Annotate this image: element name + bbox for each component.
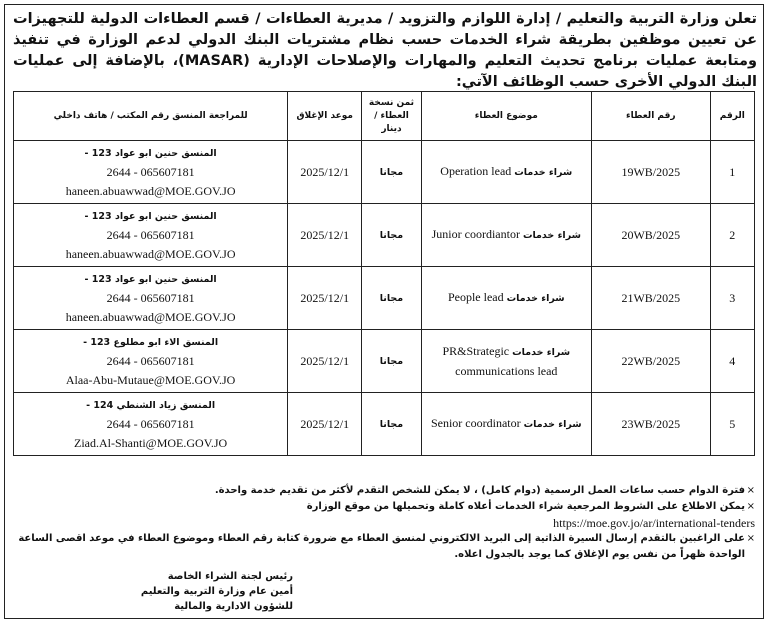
row-closing: 2025/12/1 bbox=[288, 204, 362, 267]
contact-email[interactable]: haneen.abuawwad@MOE.GOV.JO bbox=[65, 309, 236, 324]
header-index: الرقم bbox=[710, 92, 754, 141]
table-row bbox=[14, 393, 755, 456]
row-index: 2 bbox=[710, 204, 754, 267]
row-subject bbox=[421, 393, 591, 456]
row-tender-no: 21WB/2025 bbox=[592, 267, 711, 330]
contact-phone: 065607181 - 2644 bbox=[106, 164, 195, 179]
subject-ar: شراء خدمات bbox=[512, 347, 571, 358]
note-working-hours: × فترة الدوام حسب ساعات العمل الرسمية (دوام كامل) ، لا يمكن للشخص التقدم لأكثر من تقديم خدمة واحدة. bbox=[13, 483, 755, 499]
header-price: ثمن نسخة العطاء / دينار bbox=[362, 92, 421, 141]
signature-line-2: أمين عام وزارة التربية والتعليم bbox=[140, 586, 293, 597]
contact-email[interactable]: haneen.abuawwad@MOE.GOV.JO bbox=[65, 183, 236, 198]
row-tender-no: 23WB/2025 bbox=[592, 393, 711, 456]
ministry-url-link[interactable]: https://moe.gov.jo/ar/international-tenders bbox=[553, 516, 755, 530]
contact-phone: 065607181 - 2644 bbox=[106, 416, 195, 431]
header-subject: موضوع العطاء bbox=[421, 92, 591, 141]
tenders-table bbox=[13, 91, 755, 456]
row-tender-no: 20WB/2025 bbox=[592, 204, 711, 267]
table-header-row bbox=[14, 92, 755, 141]
contact-name: المنسق حنين ابو عواد 123 - bbox=[84, 147, 217, 159]
row-index: 4 bbox=[710, 330, 754, 393]
row-subject bbox=[421, 141, 591, 204]
row-subject bbox=[421, 267, 591, 330]
subject-en: Senior coordinator bbox=[430, 416, 521, 430]
contact-name: المنسق زياد الشنطي 124 - bbox=[86, 399, 216, 411]
row-price: مجانا bbox=[362, 204, 421, 267]
subject-ar: شراء خدمات bbox=[514, 167, 573, 178]
subject-ar: شراء خدمات bbox=[522, 230, 581, 241]
row-index: 3 bbox=[710, 267, 754, 330]
row-closing: 2025/12/1 bbox=[288, 267, 362, 330]
signature-line-1: رئيس لجنة الشراء الخاصة bbox=[167, 571, 293, 582]
header-closing: موعد الإغلاق bbox=[288, 92, 362, 141]
tender-announcement bbox=[4, 4, 764, 619]
subject-en: Operation lead bbox=[440, 164, 512, 178]
table-row bbox=[14, 204, 755, 267]
header-tender-no: رقم العطاء bbox=[592, 92, 711, 141]
row-subject bbox=[421, 204, 591, 267]
row-price: مجانا bbox=[362, 267, 421, 330]
row-price: مجانا bbox=[362, 141, 421, 204]
subject-en: People lead bbox=[447, 290, 504, 304]
row-contact bbox=[14, 204, 288, 267]
row-price: مجانا bbox=[362, 393, 421, 456]
note-application: × على الراغبين بالتقدم إرسال السيرة الذاتية إلى البريد الالكتروني لمنسق العطاء مع ضرورة كتابة رقم العطاء وموضوع العطاء في موعد اقصى الساعة الواحدة ظهراً من نفس يوم الإغلاق كما يوجد بالجدول اعلاه. bbox=[13, 531, 755, 563]
contact-email[interactable]: Ziad.Al-Shanti@MOE.GOV.JO bbox=[74, 435, 228, 450]
contact-phone: 065607181 - 2644 bbox=[106, 227, 195, 242]
contact-email[interactable]: haneen.abuawwad@MOE.GOV.JO bbox=[65, 246, 236, 261]
subject-ar: شراء خدمات bbox=[506, 293, 565, 304]
row-index: 1 bbox=[710, 141, 754, 204]
subject-en-line2: communications lead bbox=[455, 364, 558, 378]
table-row bbox=[14, 141, 755, 204]
signature-block bbox=[13, 569, 293, 614]
row-price: مجانا bbox=[362, 330, 421, 393]
row-contact bbox=[14, 330, 288, 393]
notes-section bbox=[13, 483, 755, 563]
signature-line-3: للشؤون الادارية والمالية bbox=[174, 601, 293, 612]
contact-email[interactable]: Alaa-Abu-Mutaue@MOE.GOV.JO bbox=[65, 372, 236, 387]
row-closing: 2025/12/1 bbox=[288, 330, 362, 393]
table-row bbox=[14, 330, 755, 393]
row-contact bbox=[14, 393, 288, 456]
contact-name: المنسق حنين ابو عواد 123 - bbox=[84, 210, 217, 222]
row-contact bbox=[14, 141, 288, 204]
row-closing: 2025/12/1 bbox=[288, 393, 362, 456]
row-subject bbox=[421, 330, 591, 393]
contact-name: المنسق حنين ابو عواد 123 - bbox=[84, 273, 217, 285]
row-tender-no: 19WB/2025 bbox=[592, 141, 711, 204]
contact-phone: 065607181 - 2644 bbox=[106, 290, 195, 305]
header-contact: للمراجعة المنسق رقم المكتب / هاتف داخلي bbox=[14, 92, 288, 141]
row-index: 5 bbox=[710, 393, 754, 456]
contact-name: المنسق الاء ابو مطلوع 123 - bbox=[83, 336, 219, 348]
table-row bbox=[14, 267, 755, 330]
note-terms: × يمكن الاطلاع على الشروط المرجعية شراء الخدمات أعلاه كاملة وتحميلها من موقع الوزارة bbox=[13, 499, 755, 515]
announcement-intro: تعلن وزارة التربية والتعليم / إدارة اللوازم والتزويد / مديرية العطاءات / قسم العطاءات الدولية للتجهيزات عن تعيين موظفين بطريقة شراء الخدمات حسب نظام مشتريات البنك الدولي لدعم الوزارة في تنفيذ ومتابعة عمليات برنامج تحديث التعليم والمهارات والإصلاحات الإدارية (MASAR)، بالإضافة إلى عمليات البنك الدولي الأخرى حسب الوظائف الآتي: bbox=[13, 11, 757, 90]
row-tender-no: 22WB/2025 bbox=[592, 330, 711, 393]
row-closing: 2025/12/1 bbox=[288, 141, 362, 204]
contact-phone: 065607181 - 2644 bbox=[106, 353, 195, 368]
row-contact bbox=[14, 267, 288, 330]
subject-en: Junior coordiantor bbox=[431, 227, 520, 241]
subject-ar: شراء خدمات bbox=[523, 419, 582, 430]
subject-en: PR&Strategic bbox=[442, 344, 510, 358]
